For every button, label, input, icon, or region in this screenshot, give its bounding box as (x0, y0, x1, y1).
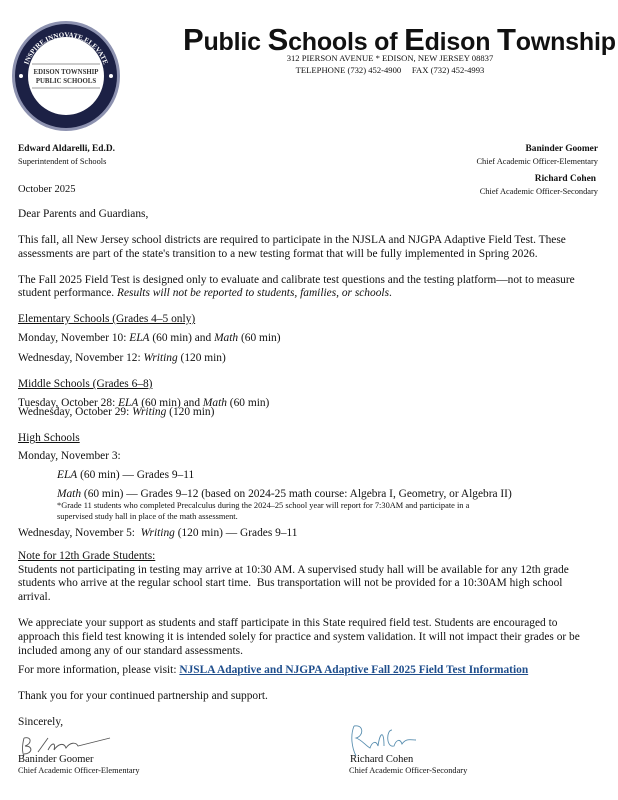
subject: Math (57, 488, 82, 500)
signer-title: Chief Academic Officer-Elementary (18, 766, 140, 775)
title-text: chools of (288, 28, 405, 56)
subject: Math (202, 397, 227, 409)
paragraph-line: We appreciate your support as students and staff participate in this State required field test. Students are encouraged to (18, 617, 558, 629)
title-capital: P (183, 22, 204, 57)
high-heading (18, 431, 80, 445)
heading-text: Elementary Schools (Grades 4–5 only) (18, 313, 196, 325)
more-info-text: For more information, please visit: (18, 664, 180, 676)
date: Monday, November 10: (18, 332, 130, 344)
district-address (230, 52, 550, 76)
text: . (389, 287, 392, 299)
schedule-line: Monday, November 3: (18, 450, 121, 462)
signer-name: Baninder Goomer (18, 754, 94, 765)
signer-title: Chief Academic Officer-Secondary (349, 766, 468, 775)
emphasis-text: Results will not be reported to students, families, or schools (117, 287, 389, 299)
paragraph-line: This fall, all New Jersey school districts are required to participate in the NJSLA and NJGPA Adaptive Field Test. These (18, 234, 566, 246)
title-text: ublic (203, 28, 268, 56)
duration: (60 min) (238, 332, 281, 344)
salutation: Dear Parents and Guardians, (18, 208, 149, 220)
text: student performance. (18, 287, 117, 299)
title-capital: E (404, 22, 425, 57)
subject: ELA (129, 332, 150, 344)
more-info-line (18, 663, 528, 677)
subject: Math (214, 332, 239, 344)
phone-fax-line: TELEPHONE (732) 452-4900 FAX (732) 452-4993 (295, 65, 485, 75)
subject: ELA (118, 397, 139, 409)
cao-elementary-title: Chief Academic Officer-Elementary (476, 157, 598, 166)
thanks-line: Thank you for your continued partnership and support. (18, 690, 268, 702)
math-note: *Grade 11 students who completed Precalculus during the 2024–25 school year will report for 7:30AM and participate in a (57, 501, 470, 510)
heading-text: High Schools (18, 432, 80, 444)
cao-secondary-name: Richard Cohen (534, 174, 596, 184)
superintendent-name: Edward Aldarelli, Ed.D. (18, 144, 115, 154)
elementary-heading (18, 312, 195, 326)
date: Wednesday, November 5: (18, 527, 141, 539)
middle-heading (18, 377, 152, 391)
title-text: ownship (515, 28, 616, 56)
paragraph-line: students who arrive at the regular school start time. Bus transportation will not be provided for a 10:30AM high school (18, 577, 563, 589)
closing: Sincerely, (18, 716, 64, 728)
subject: Writing (132, 406, 167, 418)
paragraph-line: arrival. (18, 591, 51, 603)
cao-secondary-title: Chief Academic Officer-Secondary (479, 187, 598, 196)
schedule-line (18, 331, 281, 345)
note12-heading (18, 549, 155, 563)
schedule-line (18, 351, 226, 365)
schedule-line (18, 405, 214, 419)
paragraph-line: assessments are part of the state's transition to a new testing format that will be fully implemented in Spring 2026. (18, 248, 538, 260)
svg-text:EDISON TOWNSHIP: EDISON TOWNSHIP (33, 69, 99, 76)
superintendent-title: Superintendent of Schools (18, 157, 107, 166)
heading-text: Note for 12th Grade Students: (18, 550, 156, 562)
paragraph-line: The Fall 2025 Field Test is designed only to evaluate and calibrate test questions and the testing platform—not to measure (18, 274, 575, 286)
cao-elementary-name: Baninder Goomer (525, 144, 598, 154)
duration: (60 min) and (138, 397, 203, 409)
duration: (60 min) (226, 397, 270, 409)
date: Wednesday, November 12: (18, 352, 144, 364)
schedule-line (57, 468, 194, 482)
address-line: 312 PIERSON AVENUE * EDISON, NEW JERSEY 08837 (286, 53, 494, 63)
paragraph-line: approach this field test knowing it is intended solely for practice and system validation. It will not impact their grades or be (18, 631, 580, 643)
svg-text:PUBLIC SCHOOLS: PUBLIC SCHOOLS (35, 78, 97, 85)
title-capital: T (497, 22, 516, 57)
schedule-line (18, 526, 297, 540)
subject: Writing (143, 352, 178, 364)
heading-text: Middle Schools (Grades 6–8) (18, 378, 153, 390)
letter-date: October 2025 (18, 184, 76, 195)
field-test-info-link[interactable]: NJSLA Adaptive and NJGPA Adaptive Fall 2025 Field Test Information (179, 664, 529, 676)
paragraph-line: Students not participating in testing may arrive at 10:30 AM. A supervised study hall will be available for any 12th grade (18, 564, 569, 576)
signer-name: Richard Cohen (350, 754, 414, 765)
subject: ELA (57, 469, 78, 481)
title-text: dison (424, 28, 498, 56)
date: Tuesday, October 28: (18, 397, 119, 409)
paragraph-line (18, 286, 392, 300)
duration: (120 min) (177, 352, 226, 364)
date: Wednesday, October 29: (18, 406, 133, 418)
detail: (60 min) — Grades 9–11 (77, 469, 195, 481)
subject: Writing (140, 527, 175, 539)
paragraph-line: included among any of our standard assessments. (18, 645, 243, 657)
title-capital: S (267, 22, 289, 57)
svg-text:WE.ARE.ONE.EDISON: WE.ARE.ONE.EDISON (33, 90, 99, 114)
district-seal-logo (10, 20, 122, 132)
detail: (120 min) — Grades 9–11 (174, 527, 298, 539)
schedule-line (57, 487, 512, 501)
svg-text:INSPIRE.INNOVATE.ELEVATE: INSPIRE.INNOVATE.ELEVATE (22, 30, 110, 66)
detail: (60 min) — Grades 9–12 (based on 2024-25 math course: Algebra I, Geometry, or Algebra II) (81, 488, 512, 500)
duration: (120 min) (166, 406, 215, 418)
duration: (60 min) and (149, 332, 215, 344)
math-note: supervised study hall in place of the math assessment. (57, 512, 238, 521)
